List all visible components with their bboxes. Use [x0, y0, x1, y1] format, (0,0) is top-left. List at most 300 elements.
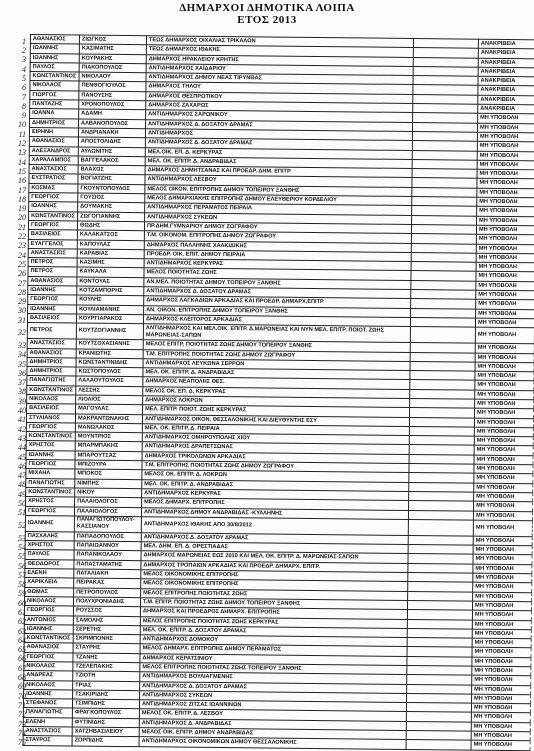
status-cell: ΜΗ ΥΠΟΒΟΛΗ [476, 299, 534, 309]
first-name-cell: ΒΑΣΙΛΕΙΟΣ [27, 404, 76, 414]
status-cell: ΜΗ ΥΠΟΒΟΛΗ [475, 390, 534, 400]
row-number: 17 [18, 185, 26, 195]
row-number: 48 [18, 480, 26, 490]
status-cell: ΜΗ ΥΠΟΒΟΛΗ [473, 520, 532, 537]
row-number: 1 [22, 36, 26, 46]
row-number: 68 [18, 673, 26, 683]
position-cell: ΜΕΛ.ΟΙΚ. ΕΠ. Δ. ΚΕΡΚΥΡΑΣ [145, 147, 412, 159]
last-name-cell: ΜΠΑΡΟΥΤΣΑΣ [75, 451, 142, 461]
first-name-cell: ΧΑΡΙΚΛΕΙΑ [25, 578, 74, 588]
row-number: 25 [18, 259, 26, 269]
row-number: 75 [18, 738, 26, 748]
last-name-cell: ΒΟΓΙΑΤΖΗΣ [78, 174, 145, 184]
status-cell: ΜΗ ΥΠΟΒΟΛΗ [477, 207, 534, 217]
position-cell: ΑΝΤΙΔΗΜΑΡΧΟΣ ΛΕΥΚΩΝΑ ΣΕΡΡΩΝ [143, 358, 410, 370]
row-number: 70 [18, 691, 26, 701]
status-cell: ΜΗ ΥΠΟΒΟΛΗ [472, 610, 531, 620]
first-name-cell: ΙΩΑΝΝΗΣ [28, 286, 77, 296]
status-cell: ΜΗ ΥΠΟΒΟΛΗ [474, 464, 533, 474]
position-cell: ΑΝΤΙΔΗΜΑΡΧΟΣ ΣΑΡΩΝΙΚΟΥ [146, 110, 413, 122]
first-name-cell: ΧΡΗΣΤΟΣ [25, 541, 74, 551]
position-cell: ΑΝΤΙΔΗΜΑΡΧΟΣ ΟΙΚΟΝ. ΘΕΣΣΑΛΟΝΙΚΗΣ ΚΑΙ ΔΙΕΥΘΥΝΤΗΣ ΕΣΥ [142, 414, 409, 426]
position-cell: ΔΗΜΑΡΧΟΣ ΜΑΡΩΝΕΙΑΣ ΕΩΣ 2010 ΚΑΙ ΜΕΛ. ΟΚ. ΕΠΙΤΡ. Δ. ΜΑΡΩΝΕΙΑΣ-ΣΑΠΩΝ [141, 551, 408, 563]
first-name-cell: ΝΙΚΟΛΑΟΣ [27, 394, 76, 404]
status-cell: ΜΗ ΥΠΟΒΟΛΗ [477, 188, 534, 198]
status-cell: ΜΗ ΥΠΟΒΟΛΗ [472, 675, 531, 685]
row-number: 29 [18, 297, 26, 307]
position-cell: ΜΕΛ. ΔΗΜ. ΕΠ. Δ. ΟΡΕΣΤΙΑΔΑΣ [141, 542, 408, 554]
status-cell: ΜΗ ΥΠΟΒΟΛΗ [471, 741, 530, 751]
records-table [23, 34, 534, 751]
last-name-cell: ΜΟΥΝΤΡΙΟΣ [75, 432, 142, 442]
position-cell: ΤΕΩΣ ΔΗΜΑΡΧΟΣ ΙΘΑΚΗΣ [146, 45, 413, 57]
first-name-cell: ΑΝΔΡΕΑΣ [24, 671, 73, 681]
position-cell: ΜΕΛΟΣ ΟΙΚ. ΕΠΙΤΡ. ΔΗΜΟΥ ΑΝΔΡΑΒΙΔΑΣ [139, 728, 406, 740]
status-cell: ΜΗ ΥΠΟΒΟΛΗ [475, 381, 534, 391]
position-cell: ΜΕΛΟΣ ΔΗΜΑΡΧ. ΕΠΙΤΡΟΠΗΣ [142, 498, 409, 510]
status-cell: ΜΗ ΥΠΟΒΟΛΗ [477, 197, 534, 207]
row-number: 12 [18, 139, 26, 149]
status-cell: ΜΗ ΥΠΟΒΟΛΗ [473, 582, 532, 592]
position-cell: ΜΕΛ. ΟΚ. ΕΠΙΤΡ. Δ. ΠΕΙΡΑΙΑ [142, 424, 409, 436]
status-cell: ΜΗ ΥΠΟΒΟΛΗ [471, 713, 530, 723]
row-number: 60 [18, 598, 26, 608]
position-cell: ΑΝΤΙΔΗΜΑΡΧΟΣ ΧΑΪΔΑΡΙΟΥ [146, 64, 413, 76]
last-name-cell: ΤΡΙΑΣ [73, 681, 140, 691]
last-name-cell: ΓΚΟΥΝΤΟΠΟΥΛΟΣ [78, 184, 145, 194]
first-name-cell: ΚΩΝΣΤΑΝΤΙΝΟΣ [24, 634, 73, 644]
row-number: 37 [18, 378, 26, 388]
last-name-cell: ΝΙΚΟΛΑΟΥ [79, 72, 146, 82]
first-name-cell: ΧΡΗΣΤΟΣ [26, 497, 75, 507]
row-number: 23 [18, 241, 26, 251]
position-cell: ΔΗΜΑΡΧΟΣ ΚΑΙ ΠΡΟΕΔΡΟΣ ΔΗΜΑΡΧ. ΕΠΙΤΡΟΠΗΣ [140, 607, 407, 619]
first-name-cell: ΙΩΑΝΝΗΣ [25, 515, 74, 532]
last-name-cell: ΠΑΛΑΙΟΛΟΓΟΣ [75, 497, 142, 507]
first-name-cell: ΠΑΝΑΓΙΩΤΗΣ [26, 478, 75, 488]
status-cell: ΑΝΑΚΡΙΒΕΙΑ [478, 58, 534, 68]
last-name-cell: ΠΕΤΡΟΠΟΥΛΟΣ [74, 588, 141, 598]
row-number: 65 [18, 645, 26, 655]
first-name-cell: ΝΙΚΟΛΑΟΣ [24, 661, 73, 671]
last-name-cell: ΧΑΤΖΗΒΑΣΙΛΕΙΟΥ [72, 727, 139, 737]
status-cell: ΜΗ ΥΠΟΒΟΛΗ [471, 703, 530, 713]
records-table-body [23, 35, 534, 751]
row-number: 64 [18, 635, 26, 645]
last-name-cell: ΜΠΟΚΟΣ [75, 469, 142, 479]
status-cell: ΜΗ ΥΠΟΒΟΛΗ [475, 399, 534, 409]
status-cell: ΜΗ ΥΠΟΒΟΛΗ [473, 511, 532, 521]
row-number: 26 [18, 269, 26, 279]
row-number: 61 [18, 607, 26, 617]
position-cell: ΑΝΤΙΔΗΜΑΡΧΟΣ ΠΕΡΑΜΑΤΟΣ ΠΕΙΡΑΙΑ [145, 203, 412, 215]
first-name-cell: ΚΩΝΣΤΑΝΤΙΝΟΣ [26, 432, 75, 442]
first-name-cell: ΙΩΑΝΝΑ [30, 109, 79, 119]
row-number: 69 [18, 682, 26, 692]
last-name-cell: ΚΟΥΡΑΚΗΣ [79, 54, 146, 64]
last-name-cell: ΠΑΠΑΝΙΚΟΛΑΟΥ [74, 550, 141, 560]
row-number: 4 [22, 64, 26, 74]
last-name-cell: ΒΛΑΧΟΣ [78, 165, 145, 175]
position-cell: ΔΗΜΑΡΧΟΣ ΗΡΑΚΛΕΙΟΥ ΚΡΗΤΗΣ [146, 54, 413, 66]
position-cell: ΑΝΤΙΔΗΜΑΡΧΟΣ ΚΕΡΚΥΡΑΣ [144, 259, 411, 271]
position-cell: ΑΝΤΙΔΗΜΑΡΧΟΣ Δ. ΔΟΞΑΤΟΥ ΔΡΑΜΑΣ [145, 138, 412, 150]
last-name-cell: ΤΖΑΝΗΣ [73, 653, 140, 663]
first-name-cell: ΕΙΡΗΝΗ [29, 127, 78, 137]
first-name-cell: ΓΕΩΡΓΙΟΣ [24, 652, 73, 662]
position-cell: ΜΕΛ. ΕΠΙΤΡ. ΠΟΙΟΤ. ΖΩΗΣ ΚΕΡΚΥΡΑΣ [143, 405, 410, 417]
first-name-cell: ΕΥΑΓΓΕΛΟΣ [28, 239, 77, 249]
status-cell: ΜΗ ΥΠΟΒΟΛΗ [471, 731, 530, 741]
position-cell: ΑΝΤΙΔΗΜΑΡΧΟΣ ΔΗΜΟΥ ΑΝΔΡΑΒΙΔΑΣ -ΚΥΛΛΗΝΗΣ [141, 507, 408, 519]
position-cell: ΜΕΛΟΣ ΠΟΙΟΤΗΤΑΣ ΖΩΗΣ [144, 268, 411, 280]
position-cell: ΑΝΤΙΔΗΜΑΡΧΟΣ ΔΗΜΟΥ ΝΕΑΣ ΤΙΡΥΝΘΑΣ [146, 73, 413, 85]
last-name-cell: ΚΑΣΙΜΑΤΗΣ [79, 44, 146, 54]
last-name-cell: ΚΩΝΣΤΑΝΤΙΝΙΔΗΣ [76, 358, 143, 368]
status-cell: ΜΗ ΥΠΟΒΟΛΗ [477, 216, 534, 226]
first-name-cell: ΒΑΣΙΛΕΙΟΣ [28, 230, 77, 240]
status-cell: ΜΗ ΥΠΟΒΟΛΗ [472, 638, 531, 648]
first-name-cell: ΕΛΕΝΗ [25, 569, 74, 579]
status-cell: ΜΗ ΥΠΟΒΟΛΗ [476, 281, 534, 291]
first-name-cell: ΙΩΑΝΝΗΣ [30, 53, 79, 63]
first-name-cell: ΕΥΣΤΡΑΤΙΟΣ [29, 174, 78, 184]
last-name-cell: ΧΡΟΝΟΠΟΥΛΟΣ [79, 100, 146, 110]
first-name-cell: ΓΕΩΡΓΙΟΣ [26, 422, 75, 432]
status-cell: ΜΗ ΥΠΟΒΟΛΗ [474, 483, 533, 493]
status-cell: ΑΝΑΚΡΙΒΕΙΑ [478, 39, 534, 49]
row-number: 31 [18, 315, 26, 325]
row-number: 11 [18, 129, 26, 139]
position-cell: Τ.Μ. ΟΙΚΟΝΟΜ. ΕΠΙΤΡΟΠΗΣ ΔΗΜΟΥ ΖΩΓΡΑΦΟΥ [144, 231, 411, 243]
last-name-cell: ΚΟΤΖΑΜΠΟΡΗΣ [77, 286, 144, 296]
status-cell: ΜΗ ΥΠΟΒΟΛΗ [474, 446, 533, 456]
last-name-cell: ΤΖΙΟΤΗ [73, 671, 140, 681]
position-cell: ΑΝΤΙΔΗΜΑΡΧΟΣ Δ. ΔΟΞΑΤΟΥ ΔΡΑΜΑΣ [146, 119, 413, 131]
position-cell: ΑΝΤΙΔΗΜΑΡΧΟΣ ΙΘΑΚΗΣ ΑΠΟ 30/8/2012 [141, 517, 408, 536]
last-name-cell: ΠΑΤΑΛΙΑΚΗ [74, 569, 141, 579]
position-cell: ΑΝ.ΜΕΛ. ΠΟΙΟΤΗΤΑΣ ΔΗΜΟΥ ΤΟΠΕΙΡΟΥ ΞΑΝΘΗΣ [144, 277, 411, 289]
last-name-cell: ΝΙΜΠΗΣ [75, 479, 142, 489]
first-name-cell: ΚΩΝΣΤΑΝΤΙΝΟΣ [30, 72, 79, 82]
row-number: 33 [18, 340, 26, 350]
first-name-cell: ΚΩΝΣΤΑΝΤΙΝΟΣ [27, 385, 76, 395]
last-name-cell: ΚΟΝΤΟΥΑΣ [77, 277, 144, 287]
status-cell: ΑΝΑΚΡΙΒΕΙΑ [478, 67, 534, 77]
last-name-cell: ΠΑΠΑΙΩΑΝΝΟΥ [74, 541, 141, 551]
last-name-cell: ΜΑΓΟΥΛΑΣ [76, 404, 143, 414]
position-cell: ΔΗΜΑΡΧΟΣ ΛΑΓΚΑΔΙΩΝ ΑΡΚΑΔΙΑΣ ΚΑΙ ΠΡΟΕΔΡ. ΔΗΜΑΡΧ.ΕΠΙΤΡ [144, 296, 411, 308]
last-name-cell: ΚΟΥΛΙΑΜΑΝΗΣ [77, 305, 144, 315]
row-number: 62 [18, 617, 26, 627]
last-name-cell: ΠΑΝΟΥΣΗΣ [79, 91, 146, 101]
last-name-cell: ΝΙΚΟΥ [75, 488, 142, 498]
status-cell: ΜΗ ΥΠΟΒΟΛΗ [474, 455, 533, 465]
last-name-cell: ΚΑΠΟΥΛΑΣ [77, 240, 144, 250]
first-name-cell: ΕΛΕΝΗ [23, 717, 72, 727]
last-name-cell: ΚΡΑΝΙΩΤΗΣ [76, 349, 143, 359]
last-name-cell: ΜΠΙΖΟΥΡΑ [75, 460, 142, 470]
status-cell: ΜΗ ΥΠΟΒΟΛΗ [472, 694, 531, 704]
row-number: 6 [22, 83, 26, 93]
first-name-cell: ΙΩΑΝΝΗΣ [30, 44, 79, 54]
last-name-cell: ΚΩΣΤΟΠΟΥΛΟΣ [76, 367, 143, 377]
position-cell: ΤΕΩΣ ΔΗΜΑΡΧΟΣ ΟΙΧΑΛΙΑΣ ΤΡΙΚΑΛΩΝ [146, 36, 413, 48]
position-cell: Τ.Μ. ΕΠΙΤΡΟΠΗΣ ΠΟΙΟΤΗΤΑΣ ΖΩΗΣ ΔΗΜΟΥ ΖΩΓΡΑΦΟΥ [142, 461, 409, 473]
first-name-cell: ΠΑΝΤΑΖΗΣ [30, 100, 79, 110]
status-cell: ΑΝΑΚΡΙΒΕΙΑ [478, 95, 534, 105]
row-number: 3 [22, 55, 26, 65]
row-number: 27 [18, 278, 26, 288]
status-cell: ΜΗ ΥΠΟΒΟΛΗ [474, 427, 533, 437]
first-name-cell: ΠΑΣΧΑΛΗΣ [25, 531, 74, 541]
row-number: 19 [18, 204, 26, 214]
last-name-cell: ΚΑΡΑΒΙΑΣ [77, 249, 144, 259]
row-number: 59 [18, 589, 26, 599]
status-cell: ΜΗ ΥΠΟΒΟΛΗ [474, 474, 533, 484]
row-number: 74 [18, 728, 26, 738]
row-number: 32 [18, 328, 26, 338]
status-cell: ΜΗ ΥΠΟΒΟΛΗ [475, 371, 534, 381]
first-name-cell: ΣΤΕΦΑΝΟΣ [23, 699, 72, 709]
last-name-cell: ΓΟΥΣΙΟΣ [78, 193, 145, 203]
last-name-cell: ΠΑΠΑΔΟΠΟΥΛΟΣ [74, 532, 141, 542]
first-name-cell: ΒΑΣΙΛΕΙΟΣ [27, 313, 76, 323]
last-name-cell: ΚΟΥΡΓΙΑΡΑΚΟΣ [76, 314, 143, 324]
row-number: 21 [18, 222, 26, 232]
position-cell: ΑΝΤΙΔΗΜΑΡΧΟΣ ΣΥΚΕΩΝ [145, 212, 412, 224]
row-number: 22 [18, 232, 26, 242]
last-name-cell: ΤΖΕΛΕΠΑΚΗΣ [73, 662, 140, 672]
blank-cell [408, 519, 473, 536]
last-name-cell: ΠΑΠΑΣΤΑΜΑΤΗΣ [74, 560, 141, 570]
status-cell: ΜΗ ΥΠΟΒΟΛΗ [473, 545, 532, 555]
first-name-cell: ΘΩΜΑΣ [25, 587, 74, 597]
last-name-cell: ΑΠΟΣΤΟΛΙΔΗΣ [78, 137, 145, 147]
last-name-cell: ΡΟΥΣΣΟΣ [73, 606, 140, 616]
status-cell: ΑΝΑΚΡΙΒΕΙΑ [478, 86, 534, 96]
records-table-sheet [23, 34, 528, 749]
row-number: 7 [22, 92, 26, 102]
status-cell: ΜΗ ΥΠΟΒΟΛΗ [475, 362, 534, 372]
status-cell: ΜΗ ΥΠΟΒΟΛΗ [473, 564, 532, 574]
first-name-cell: ΑΘΑΝΑΣΙΟΣ [24, 643, 73, 653]
first-name-cell: ΝΙΚΟΛΑΟΣ [30, 81, 79, 91]
row-number: 41 [18, 415, 26, 425]
first-name-cell: ΑΝΑΣΤΑΣΙΟΣ [28, 248, 77, 258]
first-name-cell: ΑΘΑΝΑΣΙΟΣ [29, 137, 78, 147]
status-cell: ΜΗ ΥΠΟΒΟΛΗ [477, 169, 534, 179]
row-number: 43 [18, 433, 26, 443]
position-cell: ΔΗΜΑΡΧΟΣ ΝΕΑΠΟΛΗΣ ΘΕΣ. [143, 377, 410, 389]
status-cell: ΜΗ ΥΠΟΒΟΛΗ [473, 573, 532, 583]
status-cell: ΜΗ ΥΠΟΒΟΛΗ [476, 225, 534, 235]
status-cell: ΜΗ ΥΠΟΒΟΛΗ [474, 436, 533, 446]
last-name-cell: ΛΙΟΛΙΟΣ [76, 395, 143, 405]
position-cell: ΠΡΟΕΔΡ. ΟΙΚ. ΕΠΙΤ. ΔΗΜΟΥ ΠΕΙΡΑΙΑ [144, 250, 411, 262]
last-name-cell: ΖΩΓΟΓΙΑΝΝΗΣ [78, 212, 145, 222]
last-name-cell: ΣΑΜΟΛΗΣ [73, 616, 140, 626]
row-number: 42 [18, 424, 26, 434]
row-number: 40 [18, 406, 26, 416]
row-number: 36 [18, 368, 26, 378]
row-number: 10 [18, 120, 26, 130]
first-name-cell: ΑΝΤΩΝΙΟΣ [24, 615, 73, 625]
position-cell: ΔΗΜΑΡΧΟΣ ΔΗΜΗΤΣΑΝΑΣ ΚΑΙ ΠΡΟΕΔΡ. ΔΗΜ. ΕΠΙΤΡ [145, 166, 412, 178]
row-number: 63 [18, 626, 26, 636]
first-name-cell: ΠΕΤΡΟΣ [28, 258, 77, 268]
first-name-cell: ΠΑΥΛΟΣ [30, 62, 79, 72]
first-name-cell: ΧΡΗΣΤΟΣ [26, 441, 75, 451]
status-cell: ΜΗ ΥΠΟΒΟΛΗ [476, 244, 534, 254]
status-cell: ΜΗ ΥΠΟΒΟΛΗ [471, 722, 530, 732]
row-number: 13 [18, 148, 26, 158]
row-number: 34 [18, 350, 26, 360]
position-cell: ΑΝ. ΟΙΚΟΝ. ΕΠΙΤΡΟΠΗΣ ΔΗΜΟΥ ΤΟΠΕΙΡΟΥ ΞΑΝΘΗΣ [144, 305, 411, 317]
status-cell: ΜΗ ΥΠΟΒΟΛΗ [476, 234, 534, 244]
row-number: 46 [18, 461, 26, 471]
status-cell: ΑΝΑΚΡΙΒΕΙΑ [478, 104, 534, 114]
row-number: 50 [18, 499, 26, 509]
status-cell: ΜΗ ΥΠΟΒΟΛΗ [477, 132, 534, 142]
first-name-cell: ΔΗΜΗΤΡΙΟΣ [30, 118, 79, 128]
last-name-cell: ΠΟΛΥΧΡΟΝΙΑΔΗΣ [74, 597, 141, 607]
row-number: 71 [18, 700, 26, 710]
first-name-cell: ΠΕΤΡΟΣ [27, 323, 76, 340]
first-name-cell: ΑΘΑΝΑΣΙΟΣ [28, 276, 77, 286]
status-cell: ΜΗ ΥΠΟΒΟΛΗ [478, 114, 534, 124]
row-number: 58 [18, 580, 26, 590]
last-name-cell: ΠΙΑΚΟΠΟΥΛΟΣ [79, 63, 146, 73]
last-name-cell: ΛΑΛΑΟΥΤΟΥΛΟΣ [76, 376, 143, 386]
last-name-cell: ΤΣΑΚΙΡΙΔΗΣ [73, 690, 140, 700]
position-cell: ΜΕΛΟΣ ΟΙΚΟΝ. ΕΠΙΤΡΟΠΗΣ ΔΗΜΟΥ ΤΟΠΕΙΡΟΥ ΞΑΝΘΗΣ [145, 184, 412, 196]
position-cell: ΑΝΤΙΔΗΜΑΡΧΟΣ ΖΙΤΣΑΣ ΙΩΑΝΝΙΝΩΝ [139, 700, 406, 712]
position-cell: ΑΝΤΙΔΗΜΑΡΧΟΣ ΛΕΣΒΟΥ [145, 175, 412, 187]
last-name-cell: ΚΟΥΤΖΟΓΙΑΝΝΗΣ [76, 323, 143, 340]
position-cell: ΑΝΤΙΔΗΜΑΡΧΟΣ ΔΟΜΟΚΟΥ [140, 635, 407, 647]
position-cell: ΔΗΜΑΡΧΟΣ ΛΟΚΡΩΝ [143, 396, 410, 408]
last-name-cell: ΒΑΓΓΕΛΑΚΟΣ [78, 156, 145, 166]
status-cell: ΜΗ ΥΠΟΒΟΛΗ [477, 179, 534, 189]
row-number: 20 [18, 213, 26, 223]
position-cell: ΔΗΜΑΡΧΟΣ ΤΗΛΟΥ [146, 82, 413, 94]
first-name-cell: ΣΤΑΥΡΟΣ [23, 736, 72, 746]
row-number: 44 [18, 443, 26, 453]
last-name-cell: ΠΕΙΡΑΚΑΣ [74, 578, 141, 588]
last-name-cell: ΦΡΑΓΚΟΠΟΥΛΟΣ [72, 708, 139, 718]
position-cell: ΜΕΛ. ΟΚ. ΕΠΙΤΡ. Δ. ΔΟΞΑΤΟΥ ΔΡΑΜΑΣ [140, 626, 407, 638]
row-number: 53 [18, 533, 26, 543]
first-name-cell: ΣΤΥΛΙΑΝΟΣ [26, 413, 75, 423]
first-name-cell: ΙΩΑΝΝΗΣ [24, 689, 73, 699]
position-cell: ΑΝΤΙΔΗΜΑΡΧΟΣ ΚΕΡΚΥΡΑΣ [142, 489, 409, 501]
position-cell: Τ.Μ. ΕΠΙΤΡΟΠΗΣ ΠΟΙΟΤΗΤΑΣ ΖΩΗΣ ΔΗΜΟΥ ΖΩΓΡΑΦΟΥ [143, 349, 410, 361]
position-cell: ΑΝΤΙΔΗΜΑΡΧΟΣ Δ. ΔΟΞΑΤΟΥ ΔΡΑΜΑΣ [141, 533, 408, 545]
row-number: 49 [18, 489, 26, 499]
row-number: 45 [18, 452, 26, 462]
position-cell: ΜΕΛΟΣ ΟΙΚΟΝΟΜΙΚΗΣ ΕΠΙΤΡΟΠΗΣ [141, 570, 408, 582]
position-cell: ΜΕΛ. ΟΚ. ΕΠΙΤΡ. Δ. ΑΝΔΡΑΒΙΔΑΣ [143, 368, 410, 380]
first-name-cell: ΑΝΑΣΤΑΣΙΟΣ [29, 165, 78, 175]
row-number: 15 [18, 166, 26, 176]
last-name-cell: ΚΑΛΑΚΑΤΣΟΣ [77, 230, 144, 240]
status-cell: ΜΗ ΥΠΟΒΟΛΗ [475, 343, 534, 353]
last-name-cell: ΚΟΥΛΗΣ [77, 295, 144, 305]
first-name-cell: ΝΙΚΟΛΑΟΣ [25, 596, 74, 606]
position-cell: ΔΗΜΑΡΧΟΣ ΤΡΟΠΑΙΩΝ ΑΡΚΑΔΙΑΣ ΚΑΙ ΠΡΟΕΔΡ. ΔΗΜΑΡΧ. ΕΠΙΤΡ. [141, 560, 408, 572]
first-name-cell: ΑΘΑΝΑΣΙΟΣ [27, 348, 76, 358]
last-name-cell: ΛΕΣΣΗΣ [76, 386, 143, 396]
position-cell: ΔΗΜΑΡΧΟΣ ΠΑΛΛΗΝΗΣ ΧΑΛΚΙΔΙΚΗΣ [144, 240, 411, 252]
row-number: 8 [22, 101, 26, 111]
position-cell: ΔΗΜΑΡΧΟΣ ΖΑΧΑΡΩΣ [146, 101, 413, 113]
position-cell: ΑΝΤΙΔΗΜΑΡΧΟΣ ΟΜΗΡΟΥΠΟΛΗΣ ΧΙΟΥ [142, 433, 409, 445]
first-name-cell: ΙΩΑΝΝΗΣ [26, 450, 75, 460]
position-cell: ΔΗΜΑΡΧΟΣ ΚΛΕΙΤΟΡΟΣ ΑΡΚΑΔΙΑΣ [143, 315, 410, 327]
last-name-cell: ΣΕΡΕΤΗΣ [73, 625, 140, 635]
row-number: 39 [18, 396, 26, 406]
last-name-cell: ΣΚΡΙΜΠΟΝΗΣ [73, 634, 140, 644]
position-cell: ΜΕΛΟΣ ΕΠΙΤΡΟΠΗΣ ΠΟΙΟΤΗΤΑΣ ΖΩΗΣ [141, 588, 408, 600]
page-title: ΔΗΜΑΡΧΟΙ ΔΗΜΟΤΙΚΑ ΛΟΙΠΑ [179, 2, 355, 14]
position-cell: ΔΗΜΑΡΧΟΣ ΚΕΡΑΤΣΙΝΙΟΥ [140, 653, 407, 665]
row-number: 24 [18, 250, 26, 260]
status-cell: ΑΝΑΚΡΙΒΕΙΑ [478, 76, 534, 86]
last-name-cell: ΖΟΡΠΙΔΗΣ [72, 736, 139, 746]
position-cell: ΑΝΤΙΔΗΜΑΡΧΟΣ Δ. ΑΝΔΡΑΒΙΔΑΣ [139, 718, 406, 730]
status-cell: ΜΗ ΥΠΟΒΟΛΗ [476, 309, 534, 319]
row-number: 55 [18, 552, 26, 562]
position-cell: ΔΗΜΑΡΧΟΣ ΘΕΣΠΡΩΤΙΚΟΥ [146, 91, 413, 103]
first-name-cell: ΑΝΑΣΤΑΣΙΟΣ [27, 339, 76, 349]
last-name-cell: ΠΑΛΑΙΟΛΟΓΟΣ [74, 507, 141, 517]
last-name-cell: ΔΟΥΜΑΚΗΣ [78, 202, 145, 212]
first-name-cell: ΠΕΤΡΟΣ [28, 267, 77, 277]
first-name-cell: ΙΩΑΝΝΗΣ [24, 624, 73, 634]
status-cell: ΜΗ ΥΠΟΒΟΛΗ [472, 648, 531, 658]
first-name-cell: ΓΕΩΡΓΙΟΣ [29, 193, 78, 203]
status-cell: ΜΗ ΥΠΟΒΟΛΗ [475, 408, 534, 418]
row-number: 57 [18, 570, 26, 580]
last-name-cell: ΤΣΙΜΠΙΔΗΣ [72, 699, 139, 709]
status-cell: ΜΗ ΥΠΟΒΟΛΗ [476, 253, 534, 263]
status-cell: ΜΗ ΥΠΟΒΟΛΗ [472, 629, 531, 639]
status-cell: ΜΗ ΥΠΟΒΟΛΗ [472, 685, 531, 695]
position-cell: ΑΝΤΙΔΗΜΑΡΧΟΣ ΒΟΥΛΙΑΓΜΕΝΗΣ [140, 672, 407, 684]
position-cell: ΜΕΛ. ΟΚ. ΕΠΙΤΡ. Δ. ΑΝΔΡΑΒΙΔΑΣ [145, 157, 412, 169]
status-cell: ΜΗ ΥΠΟΒΟΛΗ [476, 272, 534, 282]
status-cell: ΜΗ ΥΠΟΒΟΛΗ [477, 123, 534, 133]
first-name-cell: ΑΘΑΝΑΣΙΟΣ [30, 35, 79, 45]
status-cell: ΜΗ ΥΠΟΒΟΛΗ [472, 657, 531, 667]
position-cell: ΑΝΤΙΔΗΜΑΡΧΟΣ ΚΑΙ ΜΕΛ.ΟΙΚ. ΕΠΙΤΡ. Δ.ΜΑΡΩΝΕΙΑΣ ΚΑΙ ΝΥΝ ΜΕΛ. ΕΠΙΤΡ. ΠΟΙΟΤ. ΖΩΗΣ ΜΑΡΩΝΕΙΑΣ-ΣΑΠΩΝ [143, 324, 410, 343]
first-name-cell: ΓΙΩΡΓΟΣ [30, 90, 79, 100]
row-number: 2 [22, 46, 26, 56]
last-name-cell: ΑΛΒΑΝΟΠΟΥΛΟΣ [79, 119, 146, 129]
row-number: 16 [18, 176, 26, 186]
position-cell: ΑΝΤΙΔΗΜΑΡΧΟΣ ΟΙΚΟΝΟΜΙΚΩΝ ΔΗΜΟΥ ΘΕΣΣΑΛΟΝΙΚΗΣ [139, 737, 406, 749]
position-cell: ΜΕΛΟΣ ΟΚ. ΕΠΙΤΡ. Δ. ΛΕΣΒΟΥ [139, 709, 406, 721]
last-name-cell: ΣΤΑΥΡΗΣ [73, 643, 140, 653]
blank-cell [410, 327, 475, 344]
last-name-cell: ΚΑΣΙΜΗΣ [77, 258, 144, 268]
status-cell: ΜΗ ΥΠΟΒΟΛΗ [477, 151, 534, 161]
row-number: 28 [18, 287, 26, 297]
row-number: 18 [18, 194, 26, 204]
first-name-cell: ΑΝΑΣΤΑΣΙΟΣ [23, 727, 72, 737]
row-number: 47 [18, 471, 26, 481]
